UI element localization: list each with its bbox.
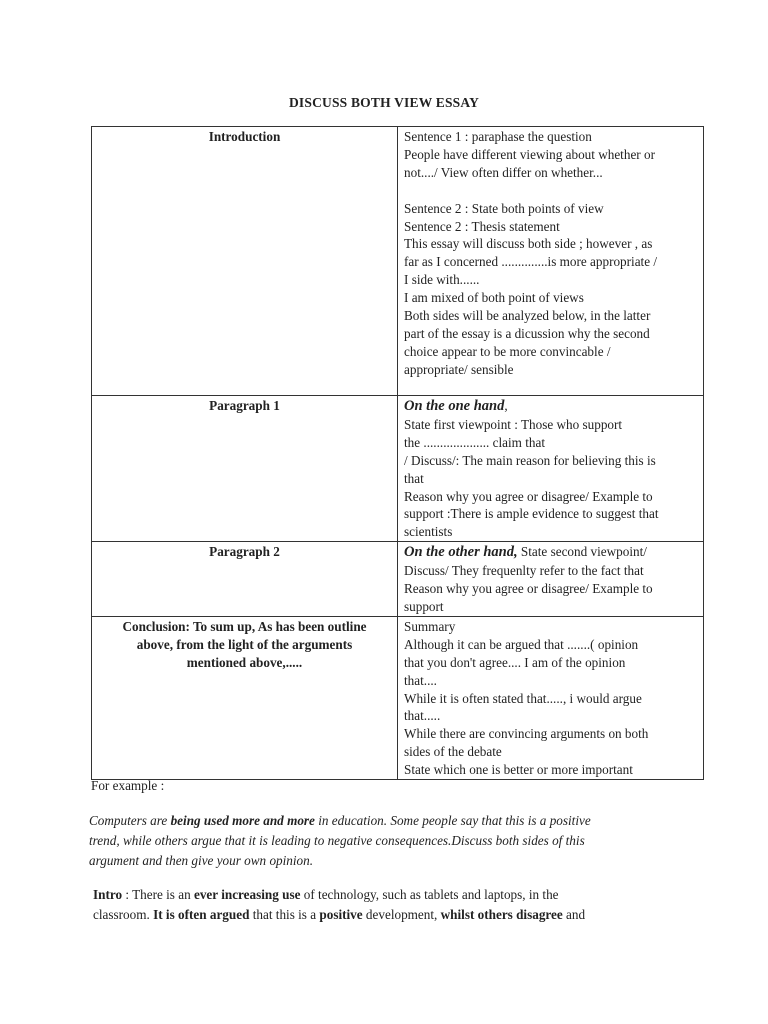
example-question-line: argument and then give your own opinion. (89, 853, 314, 868)
content-line: State first viewpoint : Those who support (404, 416, 623, 432)
row-content (398, 616, 704, 779)
content-line: People have different viewing about whether or (404, 146, 655, 162)
content-line: Both sides will be analyzed below, in the latter (404, 308, 651, 324)
content-line: I am mixed of both point of views (404, 290, 584, 306)
page-title: DISCUSS BOTH VIEW ESSAY (288, 95, 480, 110)
intro-paragraph-line: Intro : There is an ever increasing use of technology, such as tablets and laptops, in the (93, 887, 559, 902)
intro-paragraph-line: classroom. It is often argued that this is a positive development, whilst others disagree and (93, 907, 586, 922)
content-line: I side with...... (404, 272, 480, 288)
content-line: Summary (404, 618, 456, 634)
content-line: that..... (404, 708, 441, 724)
content-line: sides of the debate (404, 744, 502, 760)
content-line: While there are convincing arguments on both (404, 726, 649, 742)
content-line: Although it can be argued that .......( opinion (404, 636, 639, 652)
content-line: appropriate/ sensible (404, 361, 514, 377)
content-line: This essay will discuss both side ; however , as (404, 236, 653, 252)
row-content (398, 542, 704, 617)
content-line: support (404, 598, 444, 614)
row-content (398, 127, 704, 396)
content-line: Sentence 2 : State both points of view (404, 200, 604, 216)
row-label: Conclusion: To sum up, As has been outline above, from the light of the arguments mentioned above,..... (92, 616, 398, 779)
content-line: On the other hand, State second viewpoint/ (404, 544, 647, 561)
content-line: While it is often stated that....., i would argue (404, 690, 642, 706)
content-line: far as I concerned ..............is more appropriate / (404, 254, 658, 270)
content-line: choice appear to be more convincable / (404, 343, 611, 359)
content-line: State which one is better or more important (404, 762, 633, 778)
content-line: Discuss/ They frequenlty refer to the fact that (404, 563, 644, 579)
content-line: the .................... claim that (404, 434, 546, 450)
essay-structure-table (91, 126, 704, 780)
content-line: Sentence 1 : paraphase the question (404, 129, 592, 144)
content-line: that you don't agree.... I am of the opinion (404, 654, 626, 670)
table-row-paragraph-1 (92, 396, 704, 542)
content-line: that (404, 470, 424, 486)
row-label: Paragraph 1 (92, 396, 398, 542)
content-line: support :There is ample evidence to suggest that (404, 506, 659, 522)
example-question-line: Computers are being used more and more in education. Some people say that this is a positive (89, 813, 591, 828)
example-question-line: trend, while others argue that it is leading to negative consequences.Discuss both sides of this (89, 833, 585, 848)
content-line: Sentence 2 : Thesis statement (404, 218, 560, 234)
table-row-introduction (92, 127, 704, 396)
row-content (398, 396, 704, 542)
content-line: that.... (404, 672, 437, 688)
table-row-conclusion (92, 616, 704, 779)
row-label: Paragraph 2 (92, 542, 398, 617)
content-line: On the one hand, (404, 398, 508, 414)
content-line: scientists (404, 524, 453, 540)
content-line: Reason why you agree or disagree/ Example to (404, 581, 653, 597)
content-line: / Discuss/: The main reason for believing this is (404, 452, 656, 468)
content-line: not..../ View often differ on whether... (404, 164, 603, 180)
content-line: part of the essay is a dicussion why the second (404, 325, 650, 341)
content-line: Reason why you agree or disagree/ Example to (404, 488, 653, 504)
row-label: Introduction (92, 127, 398, 396)
for-example-label: For example : (91, 778, 165, 793)
table-row-paragraph-2 (92, 542, 704, 617)
